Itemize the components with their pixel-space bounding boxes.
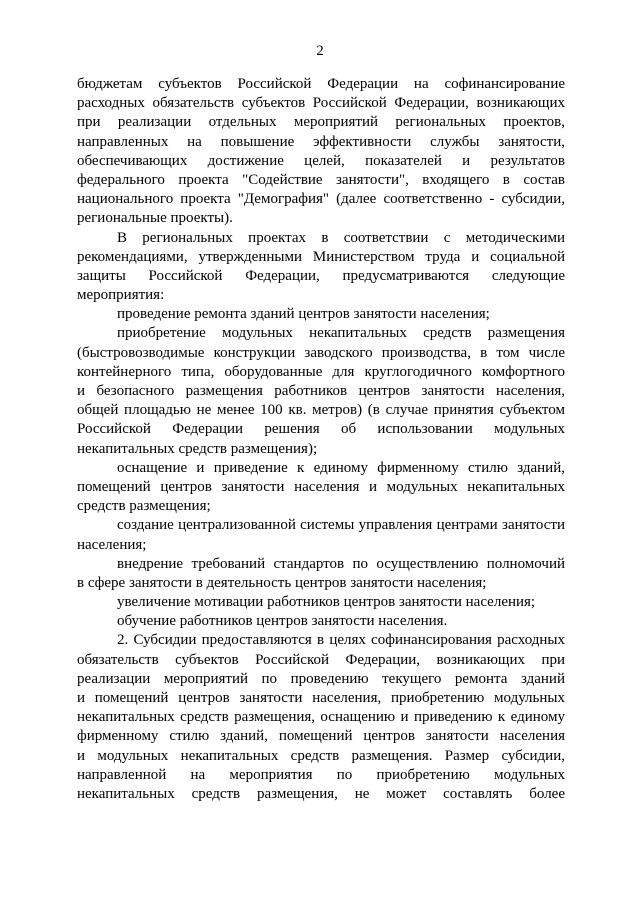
- text-line: мероприятия:: [77, 287, 165, 304]
- text-line: бюджетам субъектов Российской Федерации на софинансирование: [77, 76, 565, 92]
- text-line: создание централизованной системы управления центрами занятости: [117, 517, 565, 534]
- text-line: рекомендациями, утвержденными Министерством труда и социальной: [77, 248, 565, 265]
- text-line: 2. Субсидии предоставляются в целях софинансирования расходных: [117, 632, 565, 649]
- text-line: контейнерного типа, оборудованные для круглогодичного комфортного: [77, 363, 565, 380]
- text-line: увеличение мотивации работников центров занятости населения;: [117, 594, 536, 611]
- document-body: [77, 75, 565, 804]
- text-line: и безопасного размещения работников центров занятости населения,: [77, 383, 565, 399]
- text-line: внедрение требований стандартов по осуществлению полномочий: [117, 555, 565, 572]
- text-line: В региональных проектах в соответствии с методическими: [117, 229, 565, 246]
- text-line: средств размещения;: [77, 498, 211, 515]
- text-line: в сфере занятости в деятельность центров занятости населения;: [77, 574, 487, 591]
- text-line: и модульных некапитальных средств размещения. Размер субсидии,: [77, 747, 565, 764]
- text-line: направленной на мероприятия по приобретению модульных: [77, 766, 565, 783]
- text-line: проведение ремонта зданий центров занятости населения;: [117, 306, 490, 323]
- text-line: приобретение модульных некапитальных средств размещения: [117, 325, 565, 342]
- text-line: направленных на повышение эффективности службы занятости,: [77, 133, 565, 150]
- text-line: национального проекта "Демография" (далее соответственно - субсидии,: [77, 191, 565, 208]
- text-line: региональные проекты).: [77, 210, 233, 227]
- text-line: реализации мероприятий по проведению текущего ремонта зданий: [77, 670, 565, 687]
- text-line: Российской Федерации решения об использовании модульных: [77, 421, 565, 438]
- text-line: федерального проекта "Содействие занятости", входящего в состав: [77, 171, 565, 188]
- page-number: 2: [316, 43, 324, 59]
- text-line: некапитальных средств размещения, оснащению и приведению к единому: [77, 709, 565, 726]
- text-line: (быстровозводимые конструкции заводского производства, в том числе: [77, 344, 565, 361]
- text-line: населения;: [77, 536, 147, 553]
- text-line: обязательств субъектов Российской Федерации, возникающих при: [77, 651, 565, 668]
- text-line: при реализации отдельных мероприятий региональных проектов,: [77, 114, 565, 131]
- text-line: оснащение и приведение к единому фирменному стилю зданий,: [117, 459, 565, 476]
- text-line: некапитальных средств размещения);: [77, 440, 318, 457]
- text-line: защиты Российской Федерации, предусматриваются следующие: [77, 267, 565, 284]
- text-line: и помещений центров занятости населения, приобретению модульных: [77, 690, 565, 706]
- text-line: обеспечивающих достижение целей, показателей и результатов: [77, 152, 565, 169]
- text-line: обучение работников центров занятости населения.: [117, 613, 448, 630]
- text-line: общей площадью не менее 100 кв. метров) (в случае принятия субъектом: [77, 402, 565, 419]
- text-line: расходных обязательств субъектов Российской Федерации, возникающих: [77, 95, 565, 112]
- text-line: фирменному стилю зданий, помещений центров занятости населения: [77, 728, 565, 745]
- text-line: помещений центров занятости населения и модульных некапитальных: [77, 478, 565, 495]
- text-line: некапитальных средств размещения, не может составлять более: [77, 785, 565, 802]
